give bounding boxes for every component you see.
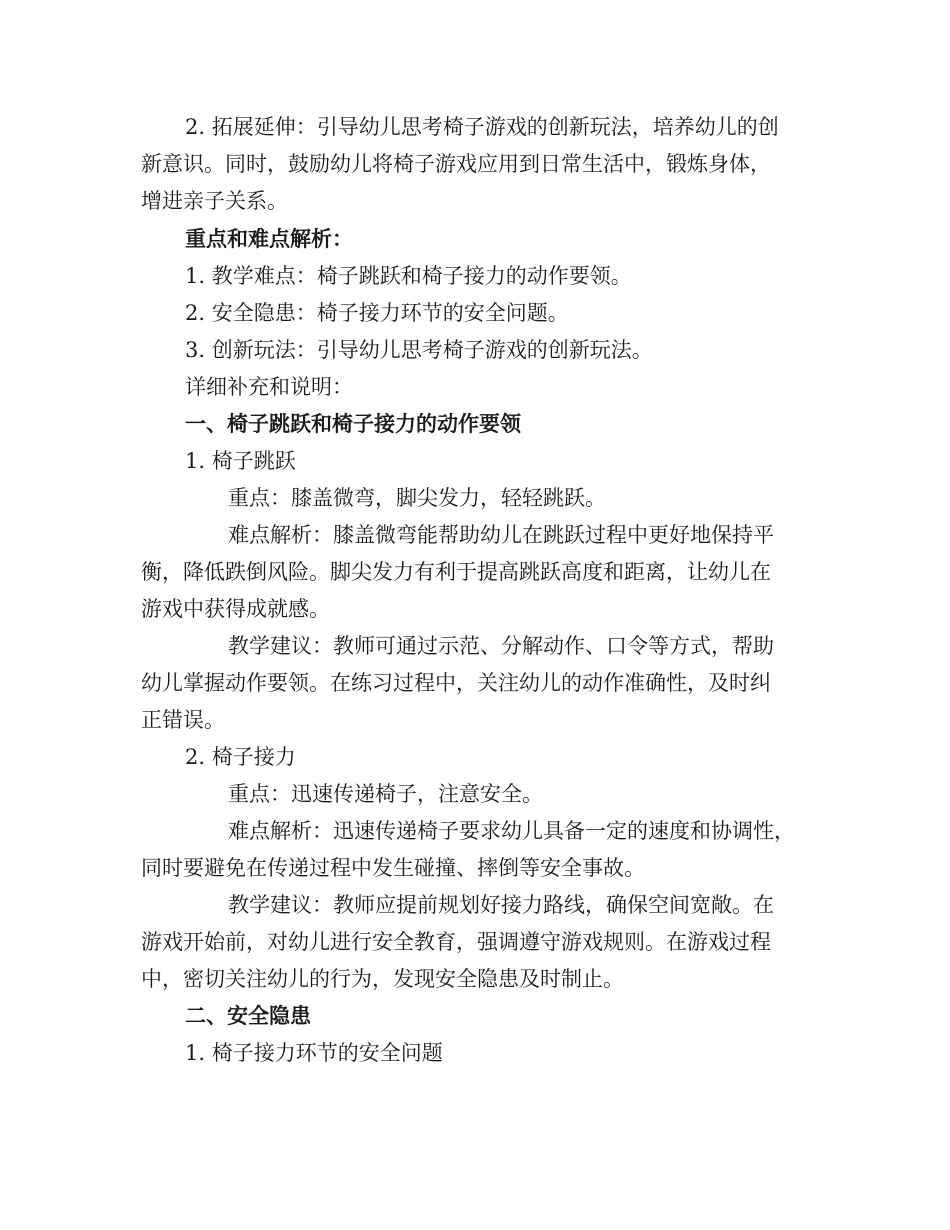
- paragraph-line: 游戏中获得成就感。: [141, 597, 330, 621]
- subsection-heading: 1. 椅子接力环节的安全问题: [185, 1041, 443, 1065]
- paragraph-line: 重点：膝盖微弯，脚尖发力，轻轻跳跃。: [228, 486, 606, 510]
- subsection-heading: 1. 椅子跳跃: [185, 449, 296, 473]
- paragraph-line: 难点解析：膝盖微弯能帮助幼儿在跳跃过程中更好地保持平: [228, 523, 774, 547]
- paragraph-line: 详细补充和说明：: [185, 375, 353, 399]
- section-heading: 重点和难点解析：: [185, 226, 353, 251]
- paragraph-line: 游戏开始前，对幼儿进行安全教育，强调遵守游戏规则。在游戏过程: [141, 930, 771, 954]
- subsection-heading: 2. 椅子接力: [185, 745, 296, 769]
- paragraph-line: 新意识。同时，鼓励幼儿将椅子游戏应用到日常生活中，锻炼身体，: [141, 152, 771, 176]
- paragraph-line: 2. 拓展延伸：引导幼儿思考椅子游戏的创新玩法，培养幼儿的创: [185, 115, 779, 139]
- paragraph-line: 教学建议：教师应提前规划好接力路线，确保空间宽敞。在: [228, 893, 774, 917]
- list-item: 2. 安全隐患：椅子接力环节的安全问题。: [185, 301, 569, 325]
- paragraph-line: 教学建议：教师可通过示范、分解动作、口令等方式，帮助: [228, 634, 774, 658]
- list-item: 1. 教学难点：椅子跳跃和椅子接力的动作要领。: [185, 264, 632, 288]
- paragraph-line: 衡，降低跌倒风险。脚尖发力有利于提高跳跃高度和距离，让幼儿在: [141, 560, 771, 584]
- paragraph-line: 增进亲子关系。: [141, 189, 288, 213]
- paragraph-line: 正错误。: [141, 708, 225, 732]
- section-heading: 二、安全隐患: [185, 1003, 311, 1028]
- section-heading: 一、椅子跳跃和椅子接力的动作要领: [185, 411, 521, 436]
- paragraph-line: 同时要避免在传递过程中发生碰撞、摔倒等安全事故。: [141, 856, 645, 880]
- paragraph-line: 中，密切关注幼儿的行为，发现安全隐患及时制止。: [141, 967, 624, 991]
- paragraph-line: 难点解析：迅速传递椅子要求幼儿具备一定的速度和协调性，: [228, 819, 795, 843]
- list-item: 3. 创新玩法：引导幼儿思考椅子游戏的创新玩法。: [185, 338, 653, 362]
- paragraph-line: 幼儿掌握动作要领。在练习过程中，关注幼儿的动作准确性，及时纠: [141, 671, 771, 695]
- paragraph-line: 重点：迅速传递椅子，注意安全。: [228, 782, 543, 806]
